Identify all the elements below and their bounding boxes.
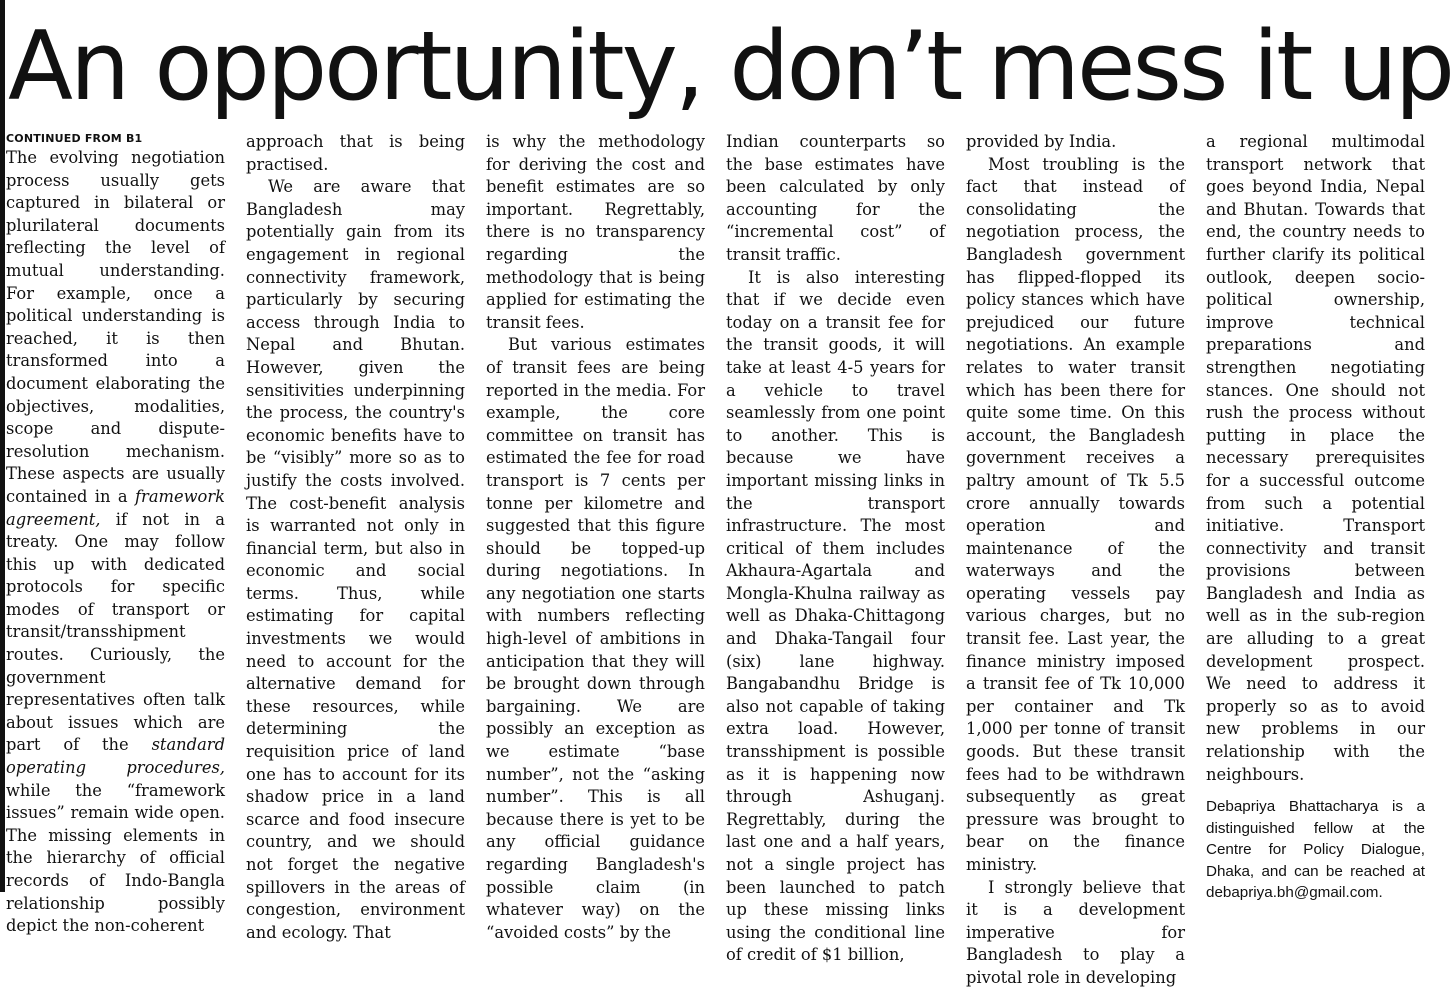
article-column-1	[6, 131, 225, 936]
text-run: while the “framework issues” remain wide open. The missing elements in the hierarchy of official records of Indo-Bangla relationship possibly depict the non-coherent	[6, 780, 225, 936]
paragraph	[6, 147, 225, 938]
text-run: The evolving negotiation process usually gets captured in bilateral or plurilateral documents reflecting the level of mutual understanding. For example, once a political understanding is reached, it is then transformed into a document elaborating the objectives, modalities, scope and dispute-resolution mechanism. These aspects are usually contained in a	[6, 148, 225, 506]
paragraph: It is also interesting that if we decide even today on a transit fee for the transit goods, it will take at least 4-5 years for a vehicle to travel seamlessly from one point to another. This is because we have important missing links in the transport infrastructure. The most critical of them includes Akhaura-Agartala and Mongla-Khulna railway as well as Dhaka-Chittagong and Dhaka-Tangail four (six) lane highway. Bangabandhu Bridge is also not capable of taking extra load. However, transshipment is possible as it is happening now through Ashuganj. Regrettably, during the last one and a half years, not a single project has been launched to patch up these missing links using the conditional line of credit of $1 billion,	[726, 267, 945, 965]
article-column-2	[246, 131, 465, 942]
paragraph: We are aware that Bangladesh may potentially gain from its engagement in regional connectivity framework, particularly by securing access through India to Nepal and Bhutan. However, given the sensitivities underpinning the process, the country's economic benefits have to be “visibly” more so as to justify the costs involved. The cost-benefit analysis is warranted not only in financial term, but also in economic and social terms. Thus, while estimating for capital investments we would need to account for the alternative demand for these resources, while determining the requisition price of land one has to account for its shadow price in a land scarce and food insecure country, and we should not forget the negative spillovers in the areas of congestion, environment and ecology. That	[246, 177, 465, 942]
paragraph: approach that is being practised.	[246, 132, 465, 174]
paragraph: provided by India.	[966, 132, 1117, 151]
article-column-4	[726, 131, 945, 965]
paragraph: a regional multimodal transport network that goes beyond India, Nepal and Bhutan. Towards that end, the country needs to further clarify its political outlook, deepen socio-political ownership, improve technical preparations and strengthen negotiating stances. One should not rush the process without putting in place the necessary prerequisites for a successful outcome from such a potential initiative. Transport connectivity and transit provisions between Bangladesh and India as well as in the sub-region are alluding to a great development prospect. We need to address it properly so as to avoid new problems in our relationship with the neighbours.	[1206, 132, 1425, 784]
italic-term: standard operating procedures,	[6, 735, 225, 778]
article-column-3	[486, 131, 705, 942]
headline: An opportunity, don’t mess it up	[8, 12, 1452, 122]
paragraph: Most troubling is the fact that instead of consolidating the negotiation process, the Bangladesh government has flipped-flopped its policy stances which have prejudiced our future negotiations. An example relates to water transit which has been there for quite some time. On this account, the Bangladesh government receives a paltry amount of Tk 5.5 crore annually towards operation and maintenance of the waterways and the operating vessels pay various charges, but no transit fee. Last year, the finance ministry imposed a transit fee of Tk 10,000 per container and Tk 1,000 per tonne of transit goods. But these transit fees had to be withdrawn subsequently as great pressure was brought to bear on the finance ministry.	[966, 154, 1185, 874]
text-run: if not in a treaty. One may follow this up with dedicated protocols for specific modes of transport or transit/transshipment routes. Curiously, the government representatives often talk about issues which are part of the	[6, 509, 225, 755]
italic-term: framework agreement,	[6, 486, 225, 529]
author-bio: Debapriya Bhattacharya is a distinguished fellow at the Centre for Policy Dialogue, Dhaka, and can be reached at debapriya.bh@gmail.com.	[1206, 798, 1425, 902]
article-column-5	[966, 131, 1185, 987]
left-column-rule	[0, 0, 5, 892]
paragraph: But various estimates of transit fees are being reported in the media. For example, the core committee on transit has estimated the fee for road transport is 7 cents per tonne per kilometre and suggested that this figure should be topped-up during negotiations. In any negotiation one starts with numbers reflecting high-level of ambitions in anticipation that they will be brought down through bargaining. We are possibly an exception as we estimate “base number”, not the “asking number”. This is all because there is yet to be any official guidance regarding Bangladesh's possible claim (in whatever way) on the “avoided costs” by the	[486, 335, 705, 942]
paragraph: is why the methodology for deriving the cost and benefit estimates are so important. Regrettably, there is no transparency regarding the methodology that is being applied for estimating the transit fees.	[486, 132, 705, 332]
article-column-6	[1206, 131, 1425, 902]
continued-from-label: CONTINUED FROM B1	[6, 132, 143, 145]
paragraph: Indian counterparts so the base estimates have been calculated by only accounting for the “incremental cost” of transit traffic.	[726, 132, 945, 264]
paragraph: I strongly believe that it is a development imperative for Bangladesh to play a pivotal role in developing	[966, 877, 1185, 987]
